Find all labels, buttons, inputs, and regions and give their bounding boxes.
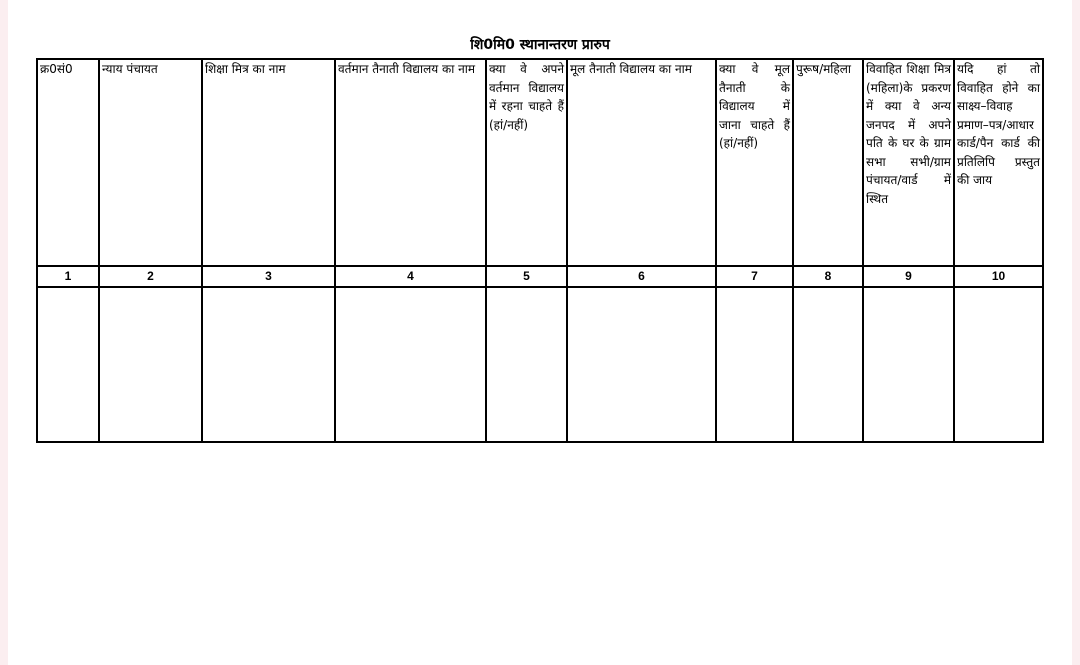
header-cell-go-original: क्या वे मूल तैनाती के विद्यालय में जाना चाहते हैं (हां/नहीं) <box>716 59 793 266</box>
header-cell-shiksha-mitra-name: शिक्षा मित्र का नाम <box>202 59 335 266</box>
transfer-form-table <box>36 58 1044 443</box>
column-number: 10 <box>954 266 1043 287</box>
blank-cell <box>335 287 486 442</box>
blank-cell <box>37 287 99 442</box>
blank-entry-row <box>37 287 1043 442</box>
column-number: 3 <box>202 266 335 287</box>
document-title: शि0मि0 स्थानान्तरण प्रारुप <box>470 37 610 53</box>
document-page <box>8 0 1072 665</box>
header-cell-marriage-proof: यदि हां तो विवाहित होने का साक्ष्य–विवाह प्रमाण–पत्र/आधार कार्ड/पैन कार्ड की प्रतिलिपि प्रस्तुत की जाय <box>954 59 1043 266</box>
column-number: 7 <box>716 266 793 287</box>
header-cell-gender: पुरूष/महिला <box>793 59 863 266</box>
header-cell-original-school: मूल तैनाती विद्यालय का नाम <box>567 59 716 266</box>
column-number: 5 <box>486 266 567 287</box>
header-cell-nyay-panchayat: न्याय पंचायत <box>99 59 202 266</box>
blank-cell <box>863 287 954 442</box>
column-number: 1 <box>37 266 99 287</box>
column-number: 9 <box>863 266 954 287</box>
header-cell-stay-current: क्या वे अपने वर्तमान विद्यालय में रहना चाहते हैं (हां/नहीं) <box>486 59 567 266</box>
header-cell-serial: क्र0सं0 <box>37 59 99 266</box>
blank-cell <box>99 287 202 442</box>
blank-cell <box>793 287 863 442</box>
blank-cell <box>202 287 335 442</box>
column-number: 4 <box>335 266 486 287</box>
column-number-row <box>37 266 1043 287</box>
column-number: 6 <box>567 266 716 287</box>
blank-cell <box>716 287 793 442</box>
header-cell-married-female: विवाहित शिक्षा मित्र (महिला)के प्रकरण में क्या वे अन्य जनपद में अपने पति के घर के ग्राम सभा सभी/ग्राम पंचायत/वार्ड में स्थित <box>863 59 954 266</box>
blank-cell <box>954 287 1043 442</box>
blank-cell <box>486 287 567 442</box>
column-number: 2 <box>99 266 202 287</box>
header-cell-current-school: वर्तमान तैनाती विद्यालय का नाम <box>335 59 486 266</box>
column-number: 8 <box>793 266 863 287</box>
blank-cell <box>567 287 716 442</box>
header-row <box>37 59 1043 266</box>
